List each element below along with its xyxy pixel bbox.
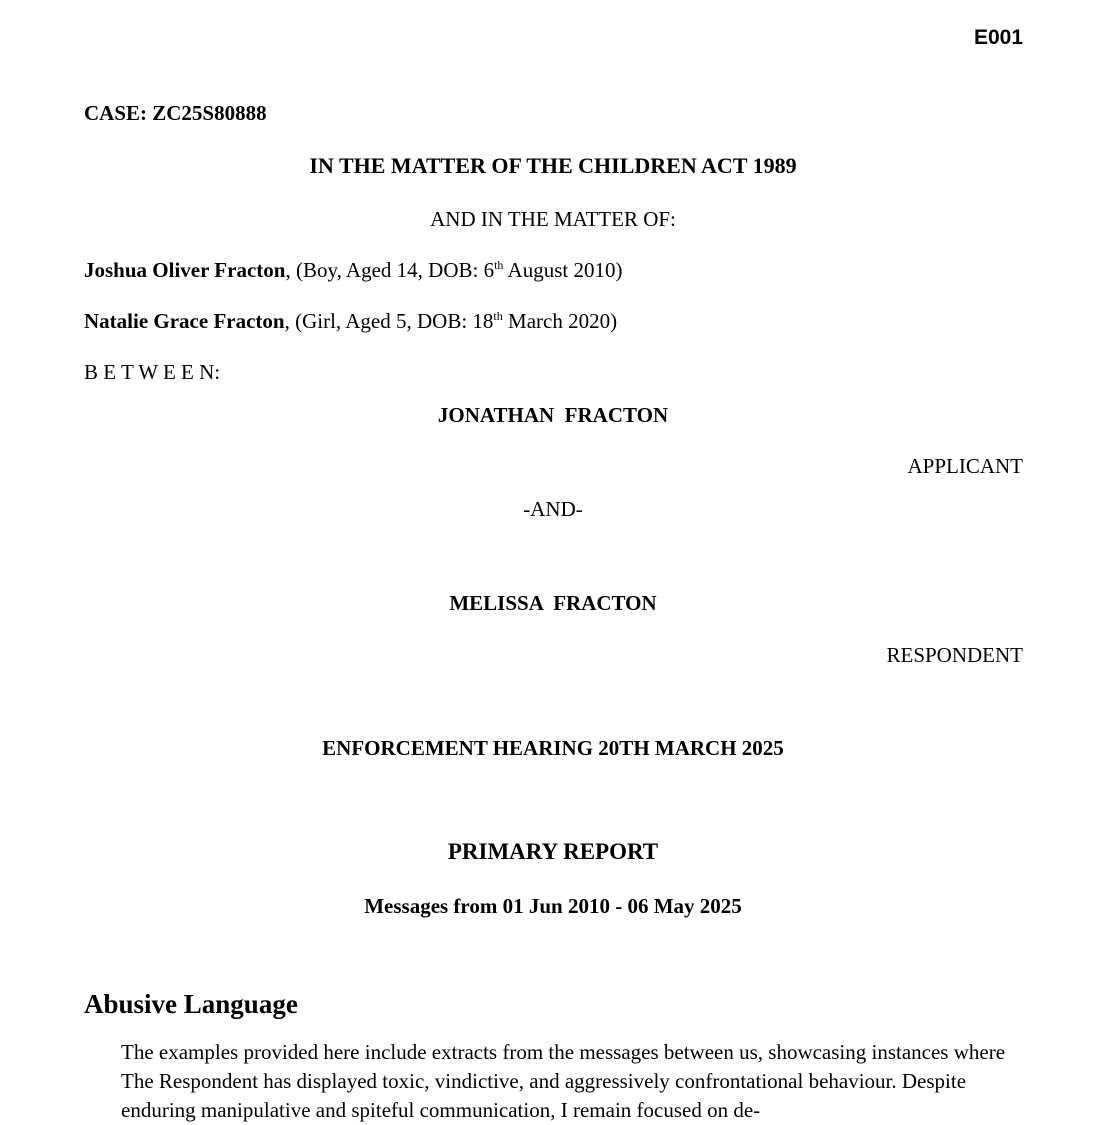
respondent-role: RESPONDENT xyxy=(886,643,1023,667)
child-line-1 xyxy=(84,257,622,283)
child-details: , (Boy, Aged 14, DOB: 6 xyxy=(285,258,495,282)
ordinal-suffix: th xyxy=(494,258,504,272)
case-number: CASE: ZC25S80888 xyxy=(84,101,267,125)
child-details-end: August 2010) xyxy=(503,258,623,282)
child-name: Joshua Oliver Fracton xyxy=(84,258,286,282)
and-separator: -AND- xyxy=(523,497,583,521)
between-label: B E T W E E N: xyxy=(84,360,221,384)
respondent-name: MELISSA FRACTON xyxy=(449,591,657,615)
applicant-role: APPLICANT xyxy=(907,454,1023,478)
applicant-name: JONATHAN FRACTON xyxy=(437,403,669,427)
section-paragraph: The examples provided here include extracts from the messages between us, showcasing instances where The Respondent has displayed toxic, vindictive, and aggressively confrontational behaviour. Despite enduring manipulative and spiteful communication, I remain focused on de- xyxy=(121,1040,1006,1122)
hearing-title: ENFORCEMENT HEARING 20TH MARCH 2025 xyxy=(322,736,784,760)
matter-of-label: AND IN THE MATTER OF: xyxy=(430,207,676,231)
child-details: , (Girl, Aged 5, DOB: 18 xyxy=(284,309,494,333)
child-line-2 xyxy=(84,308,617,334)
message-date-range: Messages from 01 Jun 2010 - 06 May 2025 xyxy=(364,894,742,918)
section-heading: Abusive Language xyxy=(84,989,298,1019)
matter-title: IN THE MATTER OF THE CHILDREN ACT 1989 xyxy=(309,153,797,178)
exhibit-reference: E001 xyxy=(973,26,1023,49)
child-details-end: March 2020) xyxy=(502,309,618,333)
report-title: PRIMARY REPORT xyxy=(447,839,659,864)
child-name: Natalie Grace Fracton xyxy=(84,309,285,333)
ordinal-suffix: th xyxy=(493,309,503,323)
